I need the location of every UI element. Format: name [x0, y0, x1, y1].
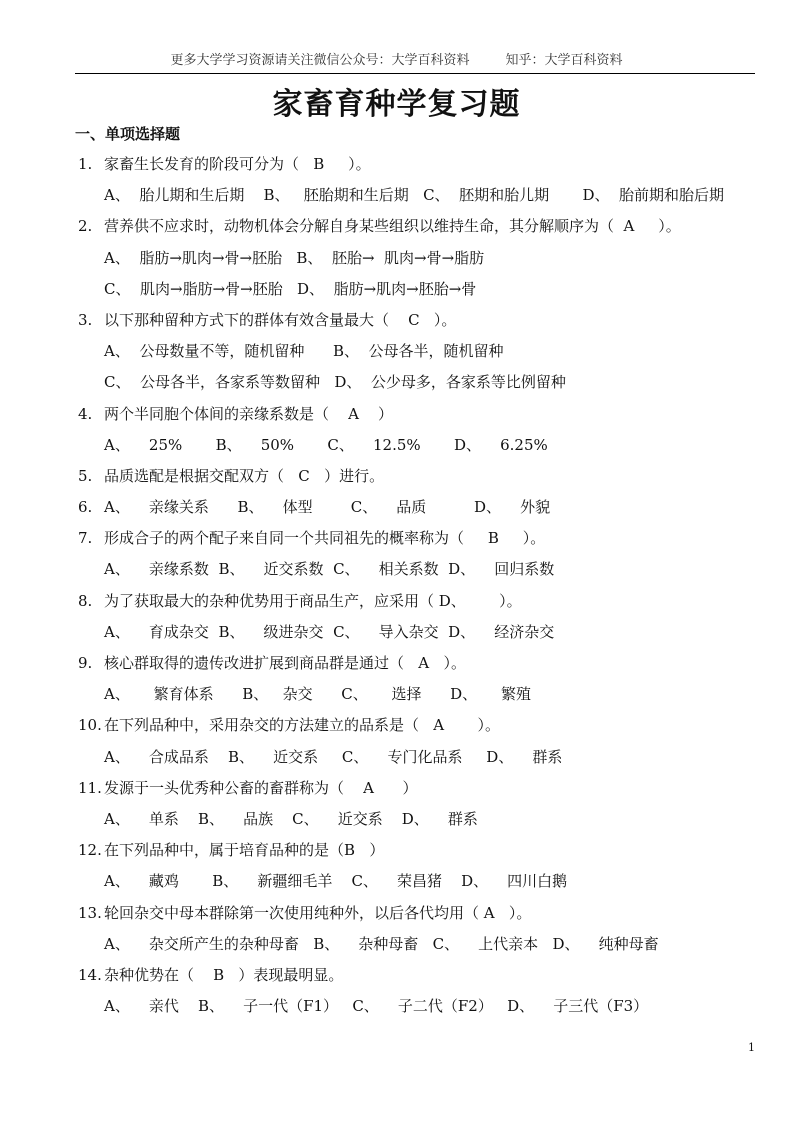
question-number: 11. — [78, 778, 102, 797]
question-text: 为了获取最大的杂种优势用于商品生产，应采用（ D、 ）。 — [104, 591, 522, 610]
question-options: C、 公母各半，各家系等数留种 D、 公少母多，各家系等比例留种 — [104, 373, 566, 392]
question-stem — [78, 648, 763, 679]
question-number: 9. — [78, 654, 93, 672]
question-number: 3. — [78, 310, 93, 329]
question-options: A、 公母数量不等，随机留种 B、 公母各半，随机留种 — [104, 342, 504, 361]
page-number: 1 — [748, 1041, 755, 1054]
question-text: A、 亲缘关系 B、 体型 C、 品质 D、 外貌 — [104, 498, 551, 517]
question-stem — [78, 898, 763, 929]
question-number: 13. — [78, 903, 102, 922]
question-options: A、 杂交所产生的杂种母畜 B、 杂种母畜 C、 上代亲本 D、 纯种母畜 — [104, 934, 659, 953]
question-number: 5. — [78, 466, 93, 485]
question-text: 轮回杂交中母本群除第一次使用纯种外，以后各代均用（ A ）。 — [104, 903, 532, 922]
question-text: 品质选配是根据交配双方（ C ）进行。 — [104, 466, 385, 485]
question-stem — [78, 399, 763, 430]
question-text: 杂种优势在（ B ）表现最明显。 — [104, 965, 344, 984]
header-right: 知乎：大学百科资料 — [505, 53, 623, 68]
question-stem — [78, 586, 763, 617]
question-options: A、 藏鸡 B、 新疆细毛羊 C、 荣昌猪 D、 四川白鹅 — [104, 872, 568, 891]
question-text: 在下列品种中，采用杂交的方法建立的品系是（ A ）。 — [104, 716, 501, 735]
question-text: 两个半同胞个体间的亲缘系数是（ A ） — [104, 404, 393, 423]
question-number: 12. — [78, 841, 102, 860]
question-stem — [78, 773, 763, 804]
question-stem — [78, 835, 763, 866]
question-options: A、 25% B、 50% C、 12.5% D、 6.25% — [104, 435, 548, 454]
question-number: 2. — [78, 217, 93, 236]
question-stem — [78, 461, 763, 492]
question-text: 发源于一头优秀种公畜的畜群称为（ A ） — [104, 778, 418, 797]
question-options: A、 亲缘系数 B、 近交系数 C、 相关系数 D、 回归系数 — [104, 560, 555, 579]
question-number: 4. — [78, 404, 93, 423]
question-text: 家畜生长发育的阶段可分为（ B ）。 — [104, 155, 371, 173]
question-options: A、 脂肪→肌肉→骨→胚胎 B、 胚胎→ 肌肉→骨→脂肪 — [104, 248, 485, 267]
question-text: 形成合子的两个配子来自同一个共同祖先的概率称为（ B ）。 — [104, 529, 546, 548]
question-options: C、 肌肉→脂肪→骨→胚胎 D、 脂肪→肌肉→胚胎→骨 — [104, 279, 477, 298]
question-stem — [78, 492, 763, 523]
question-number: 14. — [78, 965, 102, 984]
document-title: 家畜育种学复习题 — [272, 87, 521, 122]
question-list — [78, 149, 763, 1022]
section-heading: 一、单项选择题 — [75, 125, 181, 143]
question-options: A、 胎儿期和生后期 B、 胚胎期和生后期 C、 胚期和胎儿期 D、 胎前期和胎后期 — [104, 186, 725, 205]
question-options: A、 单系 B、 品族 C、 近交系 D、 群系 — [104, 809, 478, 828]
question-stem — [78, 523, 763, 554]
question-options: A、 亲代 B、 子一代（F1） C、 子二代（F2） D、 子三代（F3） — [104, 997, 649, 1016]
question-text: 在下列品种中，属于培育品种的是（B ） — [104, 841, 385, 860]
question-number: 1. — [78, 155, 93, 173]
question-number: 8. — [78, 591, 93, 610]
question-number: 7. — [78, 529, 93, 548]
question-stem — [78, 149, 763, 180]
header-left: 更多大学学习资源请关注微信公众号：大学百科资料 — [170, 53, 470, 68]
question-stem — [78, 305, 763, 336]
question-text: 核心群取得的遗传改进扩展到商品群是通过（ A ）。 — [104, 654, 466, 672]
page-header — [0, 49, 793, 68]
question-stem — [78, 710, 763, 741]
question-stem — [78, 960, 763, 991]
question-number: 10. — [78, 716, 102, 735]
question-options: A、 合成品系 B、 近交系 C、 专门化品系 D、 群系 — [104, 747, 563, 766]
question-text: 营养供不应求时，动物机体会分解自身某些组织以维持生命，其分解顺序为（ A ）。 — [104, 217, 681, 236]
question-number: 6. — [78, 498, 93, 517]
question-options: A、 育成杂交 B、 级进杂交 C、 导入杂交 D、 经济杂交 — [104, 622, 555, 641]
question-text: 以下那种留种方式下的群体有效含量最大（ C ）。 — [104, 310, 457, 329]
question-options: A、 繁育体系 B、 杂交 C、 选择 D、 繁殖 — [104, 685, 532, 704]
question-stem — [78, 211, 763, 242]
header-rule — [75, 73, 755, 74]
